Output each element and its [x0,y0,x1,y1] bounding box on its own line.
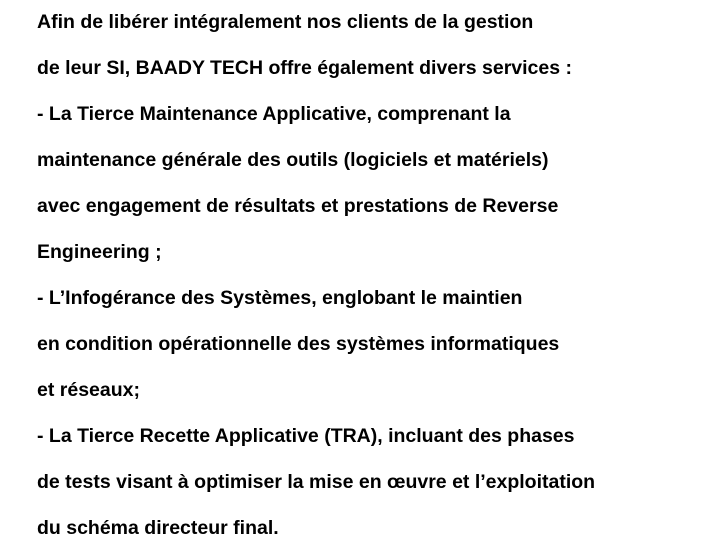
bullet-tra-line-3: du schéma directeur final. [37,517,279,539]
bullet-tma-line-3: avec engagement de résultats et prestations de Reverse [37,195,559,217]
bullet-tma-line-2: maintenance générale des outils (logiciels et matériels) [37,149,549,171]
bullet-tma-line-1: - La Tierce Maintenance Applicative, comprenant la [37,103,511,125]
bullet-infogerance-line-1: - L’Infogérance des Systèmes, englobant le maintien [37,287,523,309]
bullet-infogerance-line-3: et réseaux; [37,379,140,401]
bullet-tra-line-2: de tests visant à optimiser la mise en œuvre et l’exploitation [37,471,596,493]
bullet-tma-line-4: Engineering ; [37,241,162,263]
text-line-intro-2: de leur SI, BAADY TECH offre également divers services : [37,57,572,79]
text-line-intro-1: Afin de libérer intégralement nos clients de la gestion [37,11,534,33]
bullet-infogerance-line-2: en condition opérationnelle des systèmes informatiques [37,333,560,355]
bullet-tra-line-1: - La Tierce Recette Applicative (TRA), incluant des phases [37,425,575,447]
